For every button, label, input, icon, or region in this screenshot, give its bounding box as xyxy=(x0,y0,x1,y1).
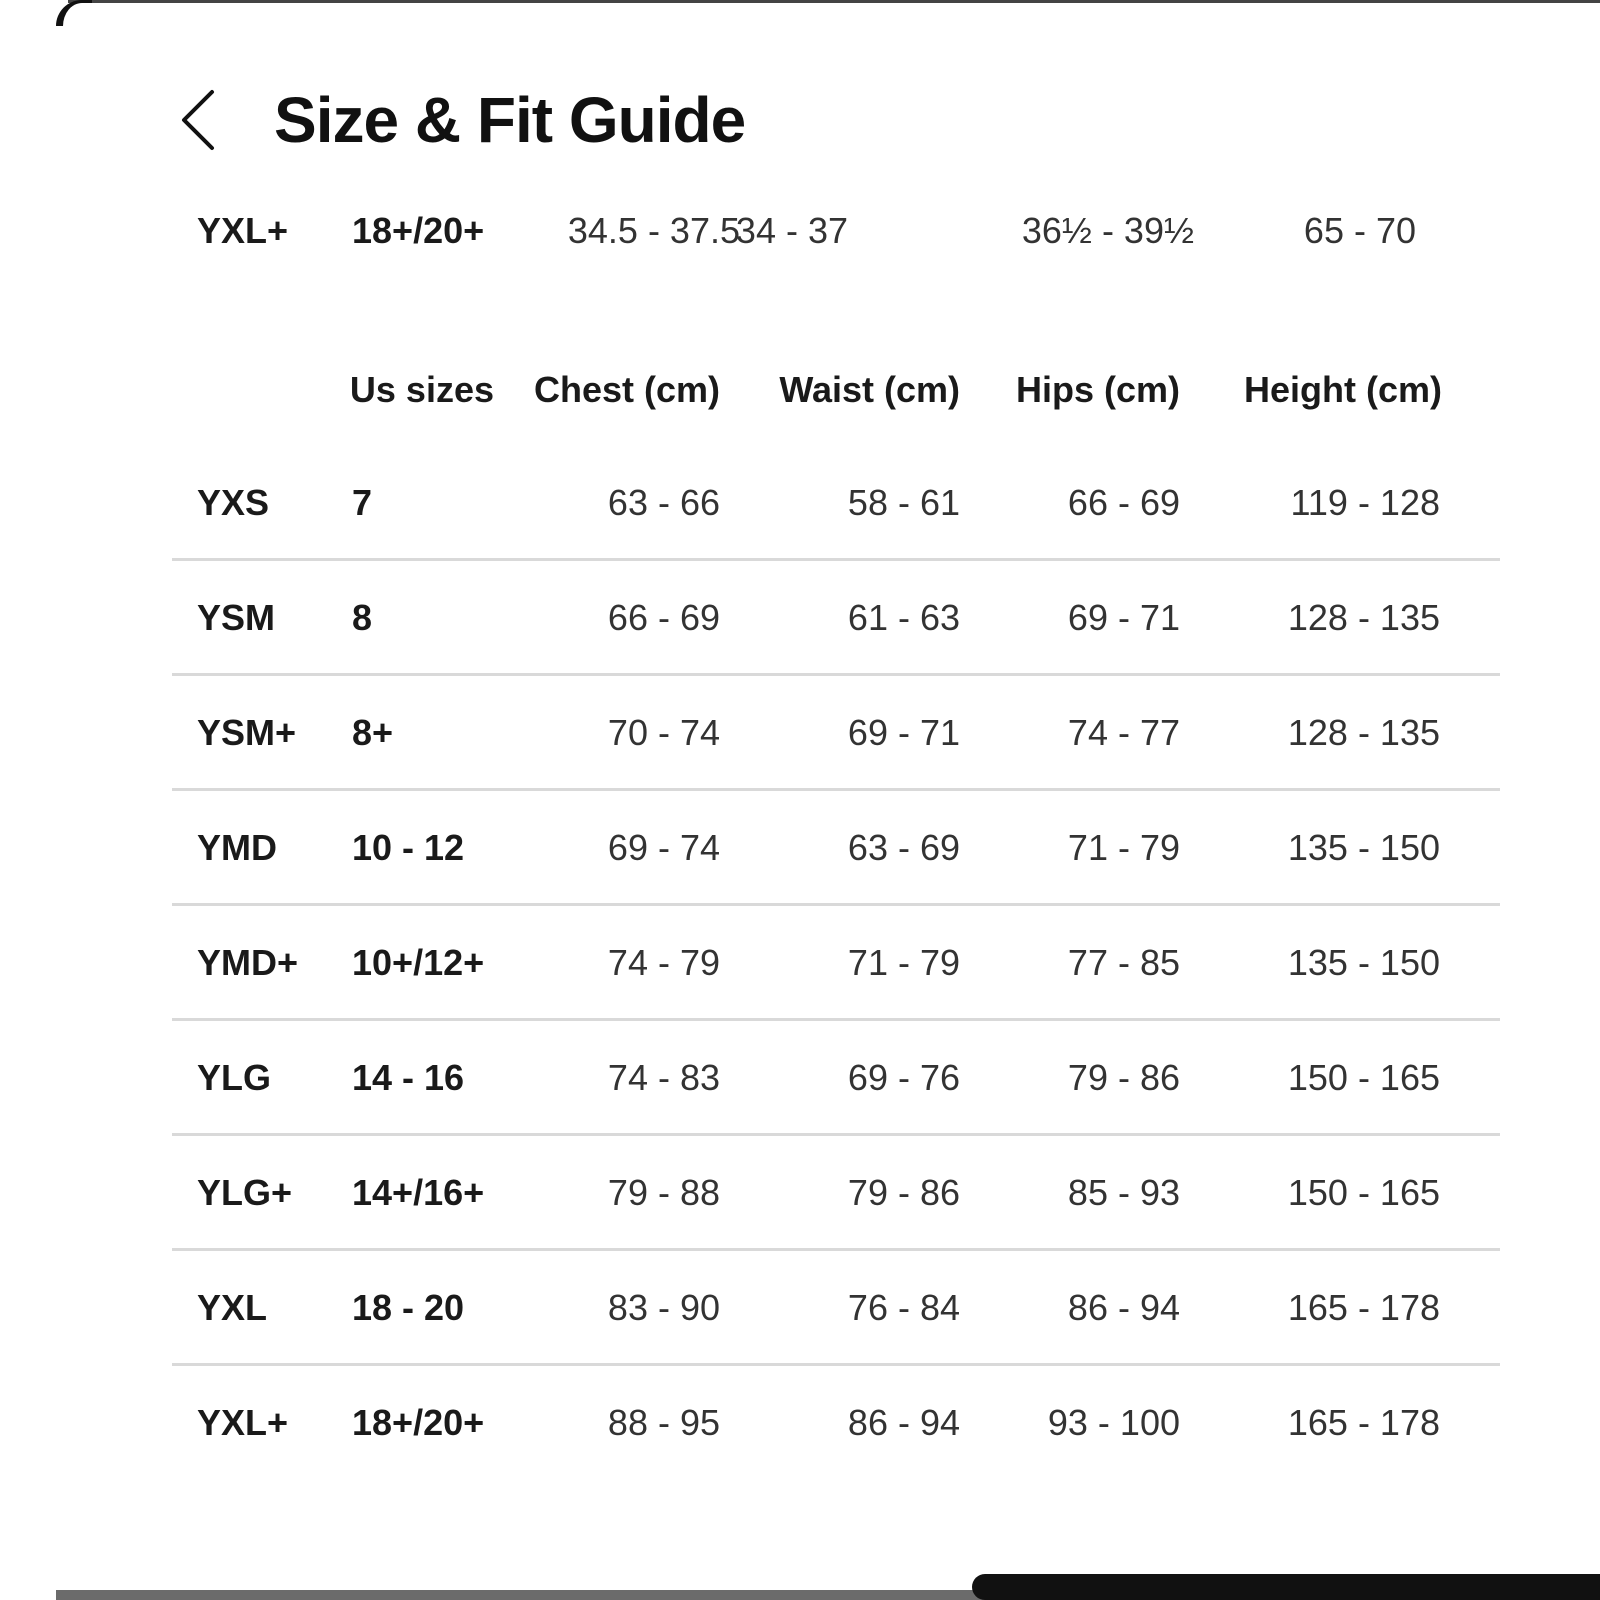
header-hips: Hips (cm) xyxy=(1015,369,1180,410)
size-cell: YMD+ xyxy=(197,942,299,983)
waist-cell: 71 - 79 xyxy=(847,942,960,983)
hips-cell: 36½ - 39½ xyxy=(1021,210,1194,251)
row-divider xyxy=(172,673,1500,676)
us-size-cell: 14+/16+ xyxy=(352,1172,485,1213)
us-size-cell: 8+ xyxy=(352,712,394,753)
waist-cell: 79 - 86 xyxy=(847,1172,960,1213)
waist-cell: 69 - 71 xyxy=(847,712,960,753)
size-cell: YSM xyxy=(197,597,276,638)
waist-cell: 34 - 37 xyxy=(735,210,848,251)
page-header xyxy=(170,80,745,160)
table-row xyxy=(172,1163,1500,1223)
chest-cell: 79 - 88 xyxy=(607,1172,720,1213)
us-size-cell: 10+/12+ xyxy=(352,942,485,983)
size-cell: YLG xyxy=(197,1057,272,1098)
waist-cell: 61 - 63 xyxy=(847,597,960,638)
row-divider xyxy=(172,788,1500,791)
chest-cell: 66 - 69 xyxy=(607,597,720,638)
back-button[interactable] xyxy=(170,85,226,155)
hips-cell: 74 - 77 xyxy=(1067,712,1180,753)
us-size-cell: 18+/20+ xyxy=(352,210,485,251)
chest-cell: 69 - 74 xyxy=(607,827,720,868)
chest-cell: 88 - 95 xyxy=(607,1402,720,1443)
table-row xyxy=(172,1393,1500,1453)
chest-cell: 83 - 90 xyxy=(607,1287,720,1328)
table-row xyxy=(172,588,1500,648)
partial-table-row xyxy=(172,201,1500,261)
size-cell: YXL xyxy=(197,1287,268,1328)
us-size-cell: 8 xyxy=(352,597,373,638)
hips-cell: 93 - 100 xyxy=(1047,1402,1180,1443)
header-chest: Chest (cm) xyxy=(533,369,720,410)
hips-cell: 79 - 86 xyxy=(1067,1057,1180,1098)
row-divider xyxy=(172,1363,1500,1366)
height-cell: 65 - 70 xyxy=(1303,210,1416,251)
hips-cell: 86 - 94 xyxy=(1067,1287,1180,1328)
waist-cell: 86 - 94 xyxy=(847,1402,960,1443)
hips-cell: 66 - 69 xyxy=(1067,482,1180,523)
scrollbar-thumb[interactable] xyxy=(972,1574,1600,1600)
row-divider xyxy=(172,1133,1500,1136)
chest-cell: 74 - 83 xyxy=(607,1057,720,1098)
page-title: Size & Fit Guide xyxy=(274,84,746,156)
hips-cell: 77 - 85 xyxy=(1067,942,1180,983)
size-cell: YXS xyxy=(197,482,270,523)
size-cell: YLG+ xyxy=(197,1172,293,1213)
height-cell: 119 - 128 xyxy=(1290,482,1440,523)
height-cell: 165 - 178 xyxy=(1287,1287,1440,1328)
chest-cell: 63 - 66 xyxy=(607,482,720,523)
height-cell: 128 - 135 xyxy=(1287,597,1440,638)
size-cell: YMD xyxy=(197,827,277,868)
waist-cell: 76 - 84 xyxy=(847,1287,960,1328)
size-cell: YXL+ xyxy=(197,210,289,251)
top-corner xyxy=(56,0,92,26)
height-cell: 135 - 150 xyxy=(1287,827,1440,868)
chevron-left-icon xyxy=(178,88,218,152)
us-size-cell: 18 - 20 xyxy=(352,1287,465,1328)
size-cell: YSM+ xyxy=(197,712,297,753)
waist-cell: 58 - 61 xyxy=(847,482,960,523)
header-waist: Waist (cm) xyxy=(779,369,960,410)
table-row xyxy=(172,933,1500,993)
waist-cell: 63 - 69 xyxy=(847,827,960,868)
table-row xyxy=(172,1048,1500,1108)
height-cell: 150 - 165 xyxy=(1287,1172,1440,1213)
chest-cell: 34.5 - 37.5 xyxy=(567,210,740,251)
header-us-sizes: Us sizes xyxy=(349,369,494,410)
hips-cell: 69 - 71 xyxy=(1067,597,1180,638)
us-size-cell: 14 - 16 xyxy=(352,1057,465,1098)
hips-cell: 85 - 93 xyxy=(1067,1172,1180,1213)
row-divider xyxy=(172,558,1500,561)
row-divider xyxy=(172,903,1500,906)
height-cell: 128 - 135 xyxy=(1287,712,1440,753)
hips-cell: 71 - 79 xyxy=(1067,827,1180,868)
table-row xyxy=(172,1278,1500,1338)
height-cell: 135 - 150 xyxy=(1287,942,1440,983)
us-size-cell: 10 - 12 xyxy=(352,827,465,868)
size-cell: YXL+ xyxy=(197,1402,289,1443)
chest-cell: 74 - 79 xyxy=(607,942,720,983)
waist-cell: 69 - 76 xyxy=(847,1057,960,1098)
table-row xyxy=(172,473,1500,533)
table-row xyxy=(172,818,1500,878)
height-cell: 150 - 165 xyxy=(1287,1057,1440,1098)
height-cell: 165 - 178 xyxy=(1287,1402,1440,1443)
header-height: Height (cm) xyxy=(1244,369,1442,410)
us-size-cell: 7 xyxy=(352,482,373,523)
us-size-cell: 18+/20+ xyxy=(352,1402,485,1443)
table-header-row xyxy=(172,360,1500,420)
chest-cell: 70 - 74 xyxy=(607,712,720,753)
table-row xyxy=(172,703,1500,763)
row-divider xyxy=(172,1248,1500,1251)
top-border xyxy=(68,0,1600,3)
row-divider xyxy=(172,1018,1500,1021)
